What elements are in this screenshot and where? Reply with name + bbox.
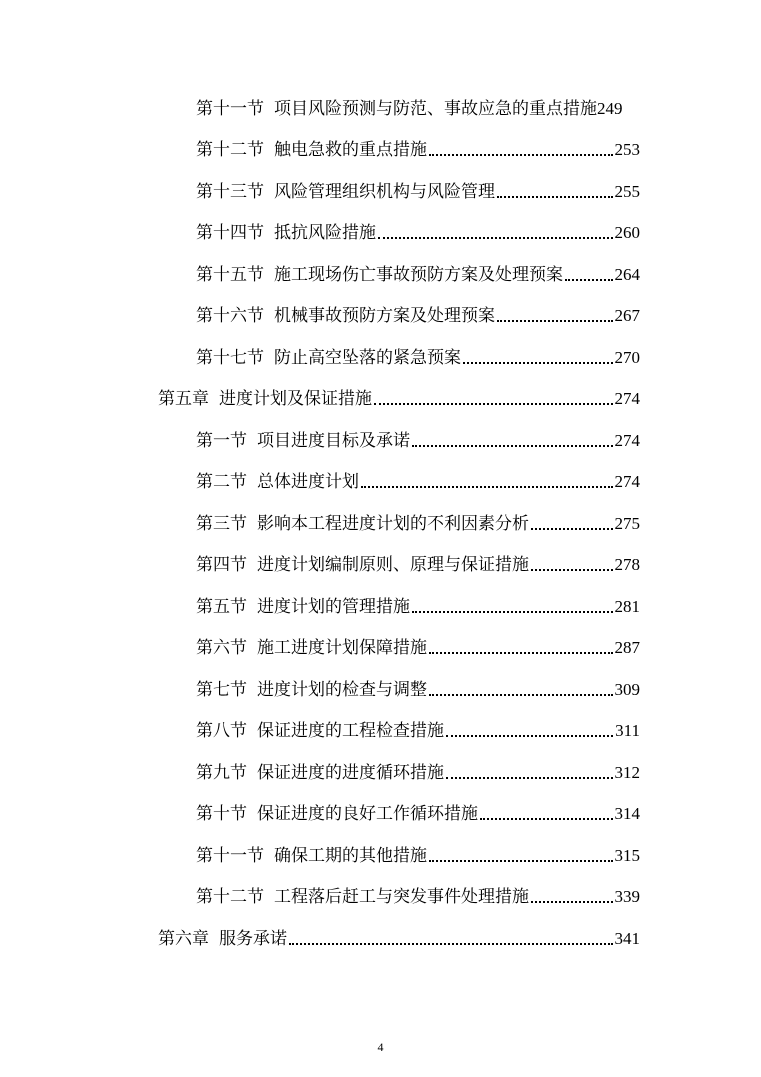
toc-entry-page: 314: [614, 804, 640, 824]
toc-section-entry[interactable]: [0, 752, 640, 794]
toc-entry-number: 第九节: [196, 762, 247, 783]
toc-dot-leader: [463, 362, 613, 364]
toc-entry-title: 进度计划的管理措施: [257, 596, 410, 617]
toc-entry-title: 项目风险预测与防范、事故应急的重点措施: [274, 98, 597, 119]
toc-dot-leader: [497, 196, 613, 198]
toc-entry-page: 287: [614, 638, 640, 658]
toc-dot-leader: [289, 943, 613, 945]
toc-entry-title: 施工现场伤亡事故预防方案及处理预案: [274, 264, 563, 285]
toc-dot-leader: [412, 445, 613, 447]
toc-section-entry[interactable]: [0, 628, 640, 670]
page-number: 4: [377, 1040, 384, 1054]
toc-dot-leader: [446, 777, 613, 779]
toc-entry-page: 311: [615, 721, 640, 741]
toc-section-entry[interactable]: [0, 88, 640, 130]
toc-entry-page: 267: [614, 306, 640, 326]
toc-section-entry[interactable]: [0, 669, 640, 711]
toc-section-entry[interactable]: [0, 171, 640, 213]
toc-dot-leader: [429, 694, 613, 696]
toc-entry-number: 第十一节: [196, 98, 264, 119]
toc-entry-page: 253: [614, 140, 640, 160]
toc-dot-leader: [531, 569, 613, 571]
toc-entry-title: 保证进度的工程检查措施: [257, 721, 444, 742]
toc-entry-number: 第四节: [196, 555, 247, 576]
toc-entry-title: 影响本工程进度计划的不利因素分析: [257, 513, 529, 534]
toc-dot-leader: [531, 528, 613, 530]
toc-entry-title: 防止高空坠落的紧急预案: [274, 347, 461, 368]
toc-entry-number: 第十节: [196, 804, 247, 825]
toc-dot-leader: [361, 486, 613, 488]
toc-dot-leader: [429, 154, 613, 156]
toc-entry-page: 281: [614, 596, 640, 616]
toc-section-entry[interactable]: [0, 462, 640, 504]
toc-entry-title: 风险管理组织机构与风险管理: [274, 181, 495, 202]
toc-section-entry[interactable]: [0, 835, 640, 877]
toc-entry-page: 274: [614, 389, 640, 409]
toc-entry-page: 309: [614, 679, 640, 699]
toc-entry-number: 第一节: [196, 430, 247, 451]
toc-section-entry[interactable]: [0, 586, 640, 628]
toc-entry-page: 270: [614, 347, 640, 367]
toc-dot-leader: [565, 279, 613, 281]
toc-entry-page: 274: [614, 472, 640, 492]
toc-entry-page: 315: [614, 845, 640, 865]
toc-entry-number: 第十四节: [196, 223, 264, 244]
toc-entry-number: 第七节: [196, 679, 247, 700]
toc-section-entry[interactable]: [0, 503, 640, 545]
toc-entry-page: 274: [614, 430, 640, 450]
toc-entry-title: 保证进度的良好工作循环措施: [257, 804, 478, 825]
toc-chapter-entry[interactable]: [0, 379, 640, 421]
toc-entry-number: 第十二节: [196, 140, 264, 161]
toc-dot-leader: [374, 403, 613, 405]
toc-entry-title: 施工进度计划保障措施: [257, 638, 427, 659]
toc-section-entry[interactable]: [0, 545, 640, 587]
toc-entry-page: 278: [614, 555, 640, 575]
toc-entry-title: 进度计划编制原则、原理与保证措施: [257, 555, 529, 576]
toc-section-entry[interactable]: [0, 711, 640, 753]
toc-dot-leader: [429, 860, 613, 862]
toc-entry-number: 第十二节: [196, 887, 264, 908]
toc-entry-number: 第十六节: [196, 306, 264, 327]
toc-chapter-entry[interactable]: [0, 918, 640, 960]
table-of-contents: [0, 88, 761, 960]
toc-entry-number: 第十五节: [196, 264, 264, 285]
toc-entry-number: 第六章: [158, 928, 209, 949]
toc-section-entry[interactable]: [0, 296, 640, 338]
toc-entry-title: 总体进度计划: [257, 472, 359, 493]
toc-entry-number: 第三节: [196, 513, 247, 534]
toc-entry-title: 工程落后赶工与突发事件处理措施: [274, 887, 529, 908]
toc-section-entry[interactable]: [0, 877, 640, 919]
toc-dot-leader: [429, 652, 613, 654]
toc-section-entry[interactable]: [0, 213, 640, 255]
toc-section-entry[interactable]: [0, 794, 640, 836]
toc-entry-number: 第二节: [196, 472, 247, 493]
toc-entry-number: 第五节: [196, 596, 247, 617]
toc-entry-number: 第十一节: [196, 845, 264, 866]
toc-entry-title: 触电急救的重点措施: [274, 140, 427, 161]
toc-entry-title: 确保工期的其他措施: [274, 845, 427, 866]
toc-entry-page: 275: [614, 513, 640, 533]
toc-section-entry[interactable]: [0, 420, 640, 462]
toc-section-entry[interactable]: [0, 254, 640, 296]
toc-entry-number: 第五章: [158, 389, 209, 410]
toc-entry-page: 264: [614, 264, 640, 284]
toc-entry-number: 第十三节: [196, 181, 264, 202]
toc-entry-page: 260: [614, 223, 640, 243]
toc-entry-page: 255: [614, 181, 640, 201]
toc-entry-title: 进度计划及保证措施: [219, 389, 372, 410]
toc-dot-leader: [446, 735, 613, 737]
toc-entry-number: 第六节: [196, 638, 247, 659]
toc-entry-title: 进度计划的检查与调整: [257, 679, 427, 700]
toc-section-entry[interactable]: [0, 337, 640, 379]
toc-entry-title: 保证进度的进度循环措施: [257, 762, 444, 783]
toc-entry-page: 312: [614, 762, 640, 782]
toc-entry-title: 项目进度目标及承诺: [257, 430, 410, 451]
toc-dot-leader: [378, 237, 613, 239]
toc-dot-leader: [497, 320, 613, 322]
toc-entry-number: 第十七节: [196, 347, 264, 368]
toc-dot-leader: [531, 901, 613, 903]
toc-dot-leader: [480, 818, 613, 820]
toc-entry-page: 341: [614, 928, 640, 948]
toc-entry-title: 服务承诺: [219, 928, 287, 949]
toc-entry-title: 抵抗风险措施: [274, 223, 376, 244]
toc-dot-leader: [412, 611, 613, 613]
toc-entry-page: 339: [614, 887, 640, 907]
toc-entry-page: 249: [597, 98, 623, 118]
toc-entry-number: 第八节: [196, 721, 247, 742]
toc-section-entry[interactable]: [0, 130, 640, 172]
toc-entry-title: 机械事故预防方案及处理预案: [274, 306, 495, 327]
